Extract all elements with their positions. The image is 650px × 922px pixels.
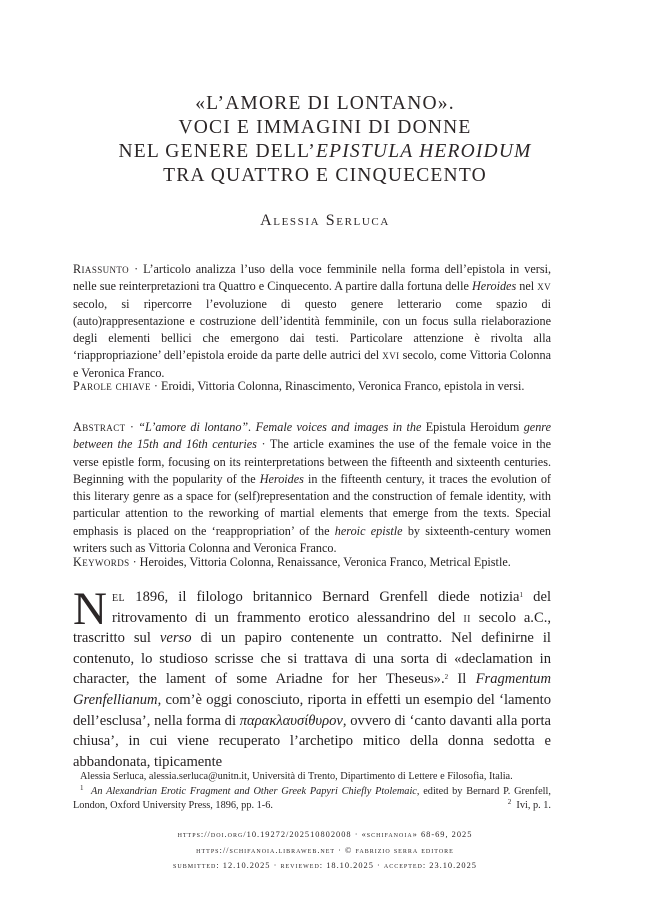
abstract-label: Abstract bbox=[73, 420, 126, 434]
body-paragraph bbox=[73, 583, 551, 772]
parole-chiave-block bbox=[73, 378, 551, 395]
body-text: Il bbox=[448, 671, 476, 688]
abstract-text: in the fifteenth century, it traces the evolution of this literary genre as a space for (self)representation and the construction of female identity, with particular attention to the reworking of martial elements that emerge from the texts. Special emphasis is placed on the ‘reappropriation’ of the bbox=[73, 471, 551, 538]
title-line-3-italic: EPISTULA HEROIDUM bbox=[316, 141, 532, 162]
footnote-1 bbox=[73, 785, 551, 814]
title-line-3-prefix: NEL GENERE DELL’ bbox=[118, 141, 316, 162]
title-line-2: VOCI E IMMAGINI DI DONNE bbox=[178, 117, 472, 138]
parole-chiave-text: Eroidi, Vittoria Colonna, Rinascimento, Veronica Franco, epistola in versi. bbox=[161, 379, 525, 393]
abstract-text: · The article examines the use of the female voice in the verse epistle form, focusing on its reinterpretations between the fifteenth and sixteenth centuries. Beginning with the popularity of the bbox=[73, 437, 551, 486]
footnote-ref-1[interactable]: 1 bbox=[519, 591, 524, 599]
footnote-2 bbox=[501, 799, 551, 814]
first-word: el bbox=[111, 589, 126, 605]
riassunto-century: xv bbox=[537, 279, 552, 294]
separator: · bbox=[129, 262, 144, 276]
body-text: di un papiro contenente un contratto. Nel definirne il contenuto, lo studioso scrisse che si trattava di una sorta di «declamation in character, the lament of some Ariadne for her Theseus». bbox=[73, 630, 551, 688]
title-line-3 bbox=[60, 140, 590, 164]
body-text: secolo a.C., trascritto sul bbox=[73, 609, 551, 647]
riassunto-block bbox=[73, 261, 551, 382]
footnote-text: , edited by Bernard P. Grenfell, London, Oxford University Press, 1896, pp. 1-6. bbox=[73, 785, 551, 812]
publisher-line[interactable]: https://schifanoia.libraweb.net · © fabrizio serra editore bbox=[196, 845, 454, 855]
doi-line[interactable]: https://doi.org/10.19272/202510802008 · «schifanoia» 68-69, 2025 bbox=[177, 830, 473, 839]
footnotes bbox=[73, 770, 551, 814]
title-line-4: TRA QUATTRO E CINQUECENTO bbox=[163, 165, 487, 186]
keywords-block bbox=[73, 554, 551, 571]
parole-chiave-label: Parole chiave bbox=[73, 379, 151, 393]
abstract-italic: heroic epistle bbox=[334, 523, 403, 538]
body-text: 1896, il filologo britannico Bernard Grenfell diede notizia bbox=[125, 589, 520, 605]
author-name: Alessia Serluca bbox=[260, 212, 390, 229]
colophon bbox=[60, 827, 590, 874]
dates-line: submitted: 12.10.2025 · reviewed: 18.10.2025 · accepted: 23.10.2025 bbox=[173, 861, 477, 871]
riassunto-text: L’articolo analizza l’uso della voce femminile nella forma dell’epistola in versi, nelle sue reinterpretazioni tra Quattro e Cinquecento. A partire dalla fortuna delle bbox=[73, 262, 552, 294]
body-italic: verso bbox=[159, 630, 192, 647]
footnote-italic: An Alexandrian Erotic Fragment and Other Greek Papyri Chiefly Ptolemaic bbox=[91, 785, 417, 797]
body-italic: Fragmentum Grenfellianum bbox=[73, 671, 551, 708]
separator: · bbox=[129, 555, 140, 569]
affiliation-note: Alessia Serluca, alessia.serluca@unitn.it, Università di Trento, Dipartimento di Lettere e Filosofia, Italia. bbox=[80, 771, 513, 782]
riassunto-text: nel bbox=[516, 279, 538, 294]
body-text: , ovvero di ‘canto davanti alla porta chiusa’, in cui viene recuperato l’archetipo mitico della donna sedotta e abbandonata, tipicamente bbox=[73, 712, 551, 770]
title-line-1: «L’AMORE DI LONTANO». bbox=[195, 93, 455, 114]
riassunto-label: Riassunto bbox=[73, 262, 130, 276]
abstract-text: Epistula Heroidum bbox=[421, 420, 524, 434]
body-text: del ritrovamento di un frammento erotico alessandrino del bbox=[111, 589, 551, 626]
riassunto-text: secolo, si ripercorre l’evoluzione di questo genere letterario come spazio di (auto)rappresentazione e costruzione dell’identità femminile, con un focus sulla rielaborazione degli elementi bellici che emergono dai testi. Particolare attenzione è rivolta alla ‘riappropriazione’ dell’epistola eroide da parte delle autrici del bbox=[73, 296, 551, 363]
abstract-text: by sixteenth-century women writers such as Vittoria Colonna and Veronica Franco. bbox=[73, 523, 552, 556]
riassunto-italic: Heroides bbox=[471, 279, 517, 294]
body-text: , com’è oggi conosciuto, riporta in effetti un esempio del ‘lamento dell’esclusa’, nella forma di bbox=[73, 691, 551, 729]
keywords-label: Keywords bbox=[73, 555, 130, 569]
footnote-number: 2 bbox=[507, 798, 512, 807]
abstract-block bbox=[73, 419, 551, 557]
footnote-ref-2[interactable]: 2 bbox=[444, 673, 449, 682]
body-greek-italic: παρακλαυσίθυρον bbox=[239, 712, 343, 729]
riassunto-century: xvi bbox=[382, 348, 400, 363]
abstract-italic: “L’amore di lontano”. Female voices and images in the bbox=[138, 420, 422, 434]
riassunto-text: secolo, come Vittoria Colonna e Veronica Franco. bbox=[73, 348, 551, 380]
abstract-italic: genre between the 15th and 16th centuries bbox=[73, 420, 551, 452]
footnote-number: 1 bbox=[80, 783, 84, 792]
abstract-italic: Heroides bbox=[259, 471, 304, 486]
article-title bbox=[60, 92, 590, 188]
separator: · bbox=[150, 379, 162, 393]
keywords-text: Heroides, Vittoria Colonna, Renaissance, Veronica Franco, Metrical Epistle. bbox=[139, 555, 511, 569]
drop-cap: N bbox=[73, 583, 107, 635]
body-century: ii bbox=[463, 609, 471, 626]
separator: · bbox=[125, 420, 139, 434]
footnote-text: Ivi, p. 1. bbox=[516, 800, 551, 812]
